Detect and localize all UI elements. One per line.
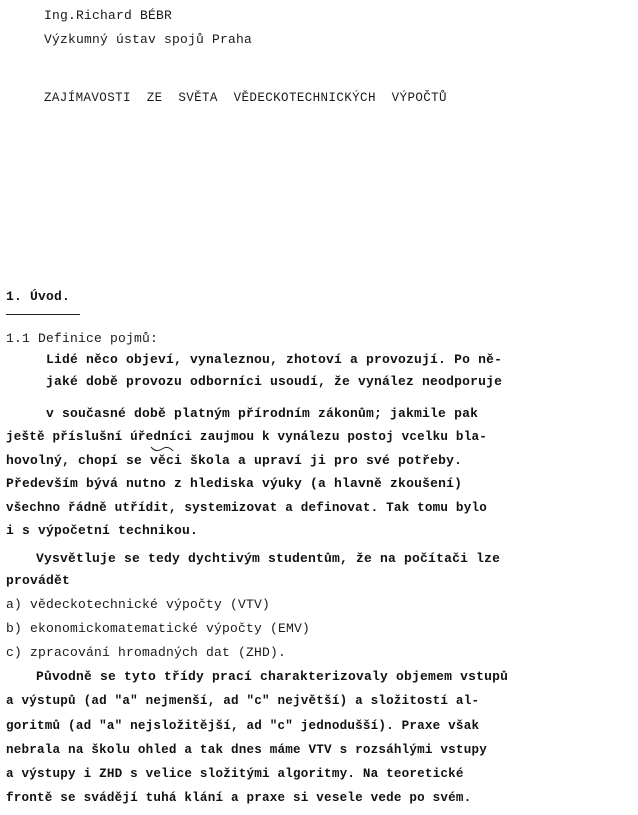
body-line: jaké době provozu odborníci usoudí, že vynález neodporuje <box>46 374 503 389</box>
body-line: všechno řádně utřídit, systemizovat a definovat. Tak tomu bylo <box>6 501 487 515</box>
body-line: frontě se svádějí tuhá klání a praxe si vesele vede po svém. <box>6 791 472 805</box>
body-line: a výstupů (ad "a" nejmenší, ad "c" největší) a složitostí al- <box>6 694 480 708</box>
institute-name: Výzkumný ústav spojů Praha <box>44 32 253 47</box>
body-line: nebrala na školu ohled a tak dnes máme VTV s rozsáhlými vstupy <box>6 743 487 757</box>
body-line: Lidé něco objeví, vynaleznou, zhotoví a provozují. Po ně- <box>46 352 503 367</box>
body-line: hovolný, chopí se věci škola a upraví ji pro své potřeby. <box>6 453 463 468</box>
list-item: b) ekonomickomatematické výpočty (EMV) <box>6 621 311 636</box>
body-line: ještě příslušní úředníci zaujmou k vynálezu postoj vcelku bla- <box>6 430 487 444</box>
body-line: goritmů (ad "a" nejsložitější, ad "c" jednodušší). Praxe však <box>6 719 480 733</box>
body-line: Vysvětluje se tedy dychtivým studentům, že na počítači lze <box>36 551 501 566</box>
body-line: Původně se tyto třídy prací charakterizovaly objemem vstupů <box>36 669 509 684</box>
list-item: a) vědeckotechnické výpočty (VTV) <box>6 597 271 612</box>
section-heading: 1. Úvod. <box>6 289 71 304</box>
author-name: Ing.Richard BÉBR <box>44 8 173 23</box>
section-heading-underline <box>6 314 80 315</box>
list-item: c) zpracování hromadných dat (ZHD). <box>6 645 287 660</box>
body-line: Především bývá nutno z hlediska výuky (a hlavně zkoušení) <box>6 476 463 491</box>
body-line: i s výpočetní technikou. <box>6 523 199 538</box>
correction-mark <box>150 445 174 455</box>
body-line: a výstupy i ZHD s velice složitými algoritmy. Na teoretické <box>6 767 464 781</box>
body-line: v současné době platným přírodním zákonům; jakmile pak <box>46 406 479 421</box>
subsection-heading: 1.1 Definice pojmů: <box>6 331 159 346</box>
body-line: provádět <box>6 573 71 588</box>
article-title: ZAJÍMAVOSTI ZE SVĚTA VĚDECKOTECHNICKÝCH VÝPOČTŮ <box>44 91 447 105</box>
